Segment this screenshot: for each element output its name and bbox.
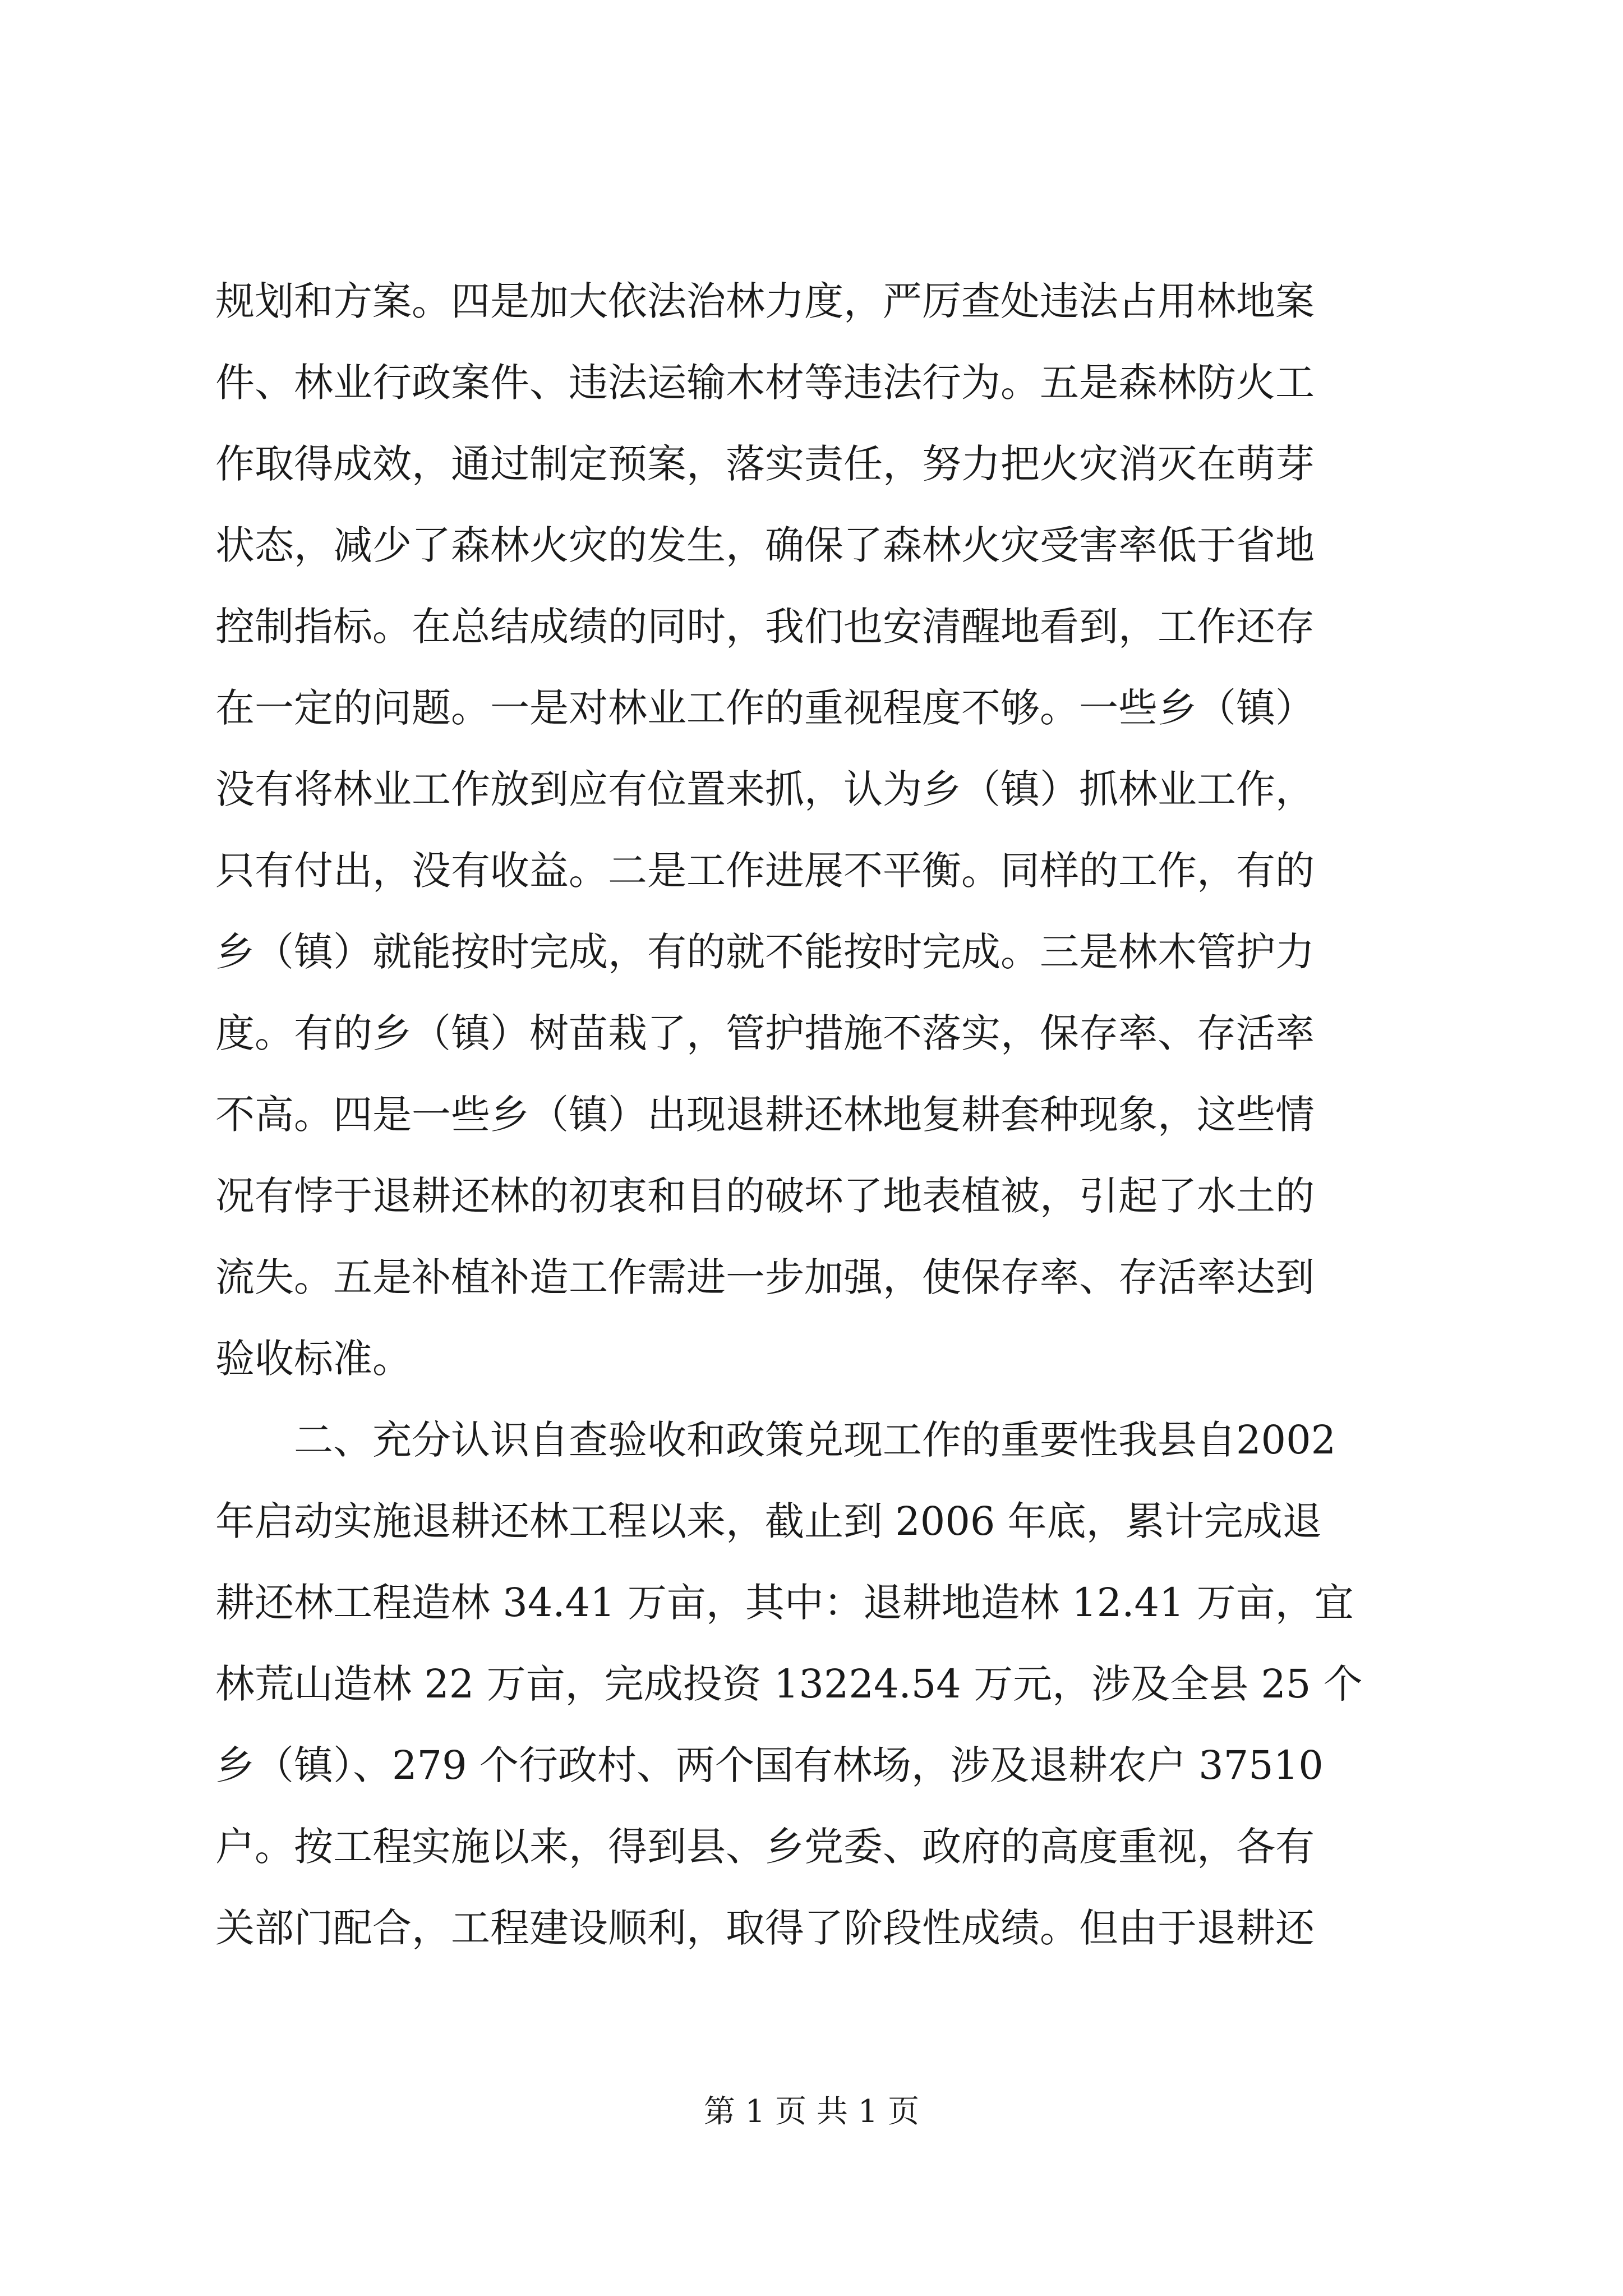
text-line: 规划和方案。四是加大依法治林力度，严厉查处违法占用林地案 <box>215 278 1315 324</box>
body-text <box>215 261 1410 1969</box>
text-line: 流失。五是补植补造工作需进一步加强，使保存率、存活率达到 <box>215 1254 1315 1300</box>
text-line: 况有悖于退耕还林的初衷和目的破坏了地表植被，引起了水土的 <box>215 1173 1315 1219</box>
text-line: 件、林业行政案件、违法运输木材等违法行为。五是森林防火工 <box>215 360 1315 406</box>
text-line: 没有将林业工作放到应有位置来抓，认为乡（镇）抓林业工作， <box>215 766 1315 812</box>
text-line: 度。有的乡（镇）树苗栽了，管护措施不落实，保存率、存活率 <box>215 1010 1315 1056</box>
text-line: 林荒山造林 22 万亩，完成投资 13224.54 万元，涉及全县 25 个 <box>215 1661 1363 1707</box>
text-line: 只有付出，没有收益。二是工作进展不平衡。同样的工作，有的 <box>215 848 1315 894</box>
text-line: 耕还林工程造林 34.41 万亩，其中：退耕地造林 12.41 万亩，宜 <box>215 1580 1354 1626</box>
text-line: 关部门配合，工程建设顺利，取得了阶段性成绩。但由于退耕还 <box>215 1905 1315 1951</box>
text-line: 作取得成效，通过制定预案，落实责任，努力把火灾消灭在萌芽 <box>215 441 1315 487</box>
text-line: 在一定的问题。一是对林业工作的重视程度不够。一些乡（镇） <box>215 685 1315 731</box>
page-footer: 第 1 页 共 1 页 <box>703 2093 920 2130</box>
text-line: 二、充分认识自查验收和政策兑现工作的重要性我县自2002 <box>215 1417 1336 1463</box>
text-line: 验收标准。 <box>215 1336 412 1382</box>
text-line: 乡（镇）、279 个行政村、两个国有林场，涉及退耕农户 37510 <box>215 1742 1324 1788</box>
text-line: 控制指标。在总结成绩的同时，我们也安清醒地看到，工作还存 <box>215 604 1315 650</box>
text-line: 年启动实施退耕还林工程以来，截止到 2006 年底，累计完成退 <box>215 1498 1322 1544</box>
text-line: 不高。四是一些乡（镇）出现退耕还林地复耕套种现象，这些情 <box>215 1092 1315 1138</box>
text-line: 乡（镇）就能按时完成，有的就不能按时完成。三是林木管护力 <box>215 929 1315 975</box>
text-line: 状态，减少了森林火灾的发生，确保了森林火灾受害率低于省地 <box>215 522 1315 568</box>
text-line: 户。按工程实施以来，得到县、乡党委、政府的高度重视，各有 <box>215 1824 1315 1870</box>
